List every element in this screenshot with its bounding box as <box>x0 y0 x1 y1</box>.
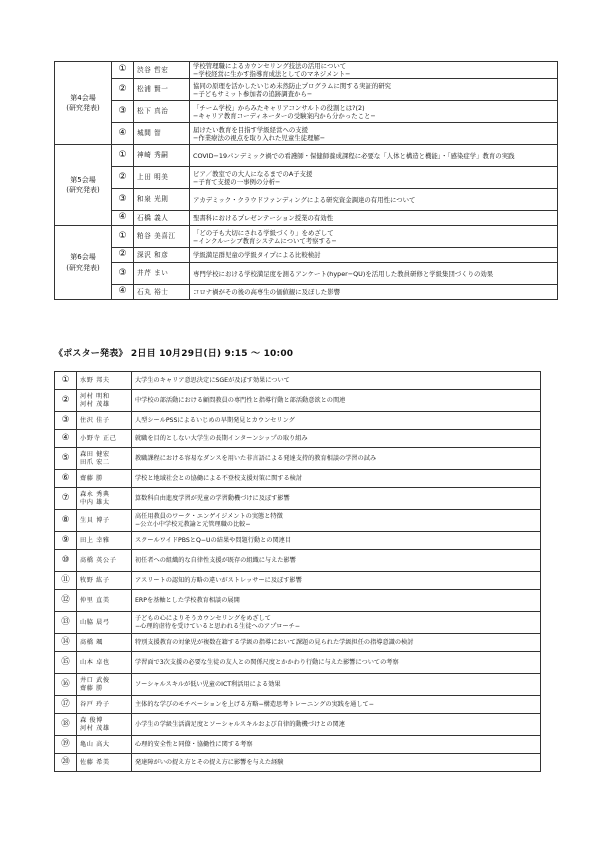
poster-title: 学校と地域社会との協働による不登校支援対策に関する検討 <box>132 470 541 488</box>
poster-title: 高任用教員のワーク・エンゲイジメントの実態と特徴 −公立小中学校元教諭と元管理職の比較− <box>132 510 541 532</box>
poster-row <box>55 572 541 590</box>
presenter-name: 井芹 まい <box>134 263 190 285</box>
session-row <box>55 248 558 263</box>
poster-title: 発達障がいの捉え方とその捉え方に影響を与えた経験 <box>132 754 541 772</box>
session-row <box>55 123 558 145</box>
presenter-name: 松下 真治 <box>134 101 190 123</box>
poster-title: 小学生の学級生活満足度とソーシャルスキルおよび自律的動機づけとの関連 <box>132 714 541 736</box>
poster-presenter: 田上 幸雅 <box>77 532 132 550</box>
presenter-number: ③ <box>112 263 134 285</box>
presenter-number: ④ <box>112 123 134 145</box>
poster-number: ⑥ <box>55 470 77 488</box>
poster-title: 人型シールPSSによるいじめの早期発見とカウンセリング <box>132 412 541 430</box>
presenter-number: ② <box>112 248 134 263</box>
poster-presenter: 住沢 佳子 <box>77 412 132 430</box>
poster-title: 初任者への組織的な自律性支援が既存の組織に与えた影響 <box>132 550 541 572</box>
poster-number: ① <box>55 372 77 390</box>
poster-table <box>54 371 541 772</box>
poster-row <box>55 652 541 674</box>
session-schedule-table <box>54 61 558 300</box>
poster-title: 就職を目的としない大学生の長期インターンシップの取り組み <box>132 430 541 448</box>
presentation-title: 専門学校における学校満足度を測るアンケート(hyper−QU)を活用した教員研修と学級集団づくりの効果 <box>190 263 558 285</box>
poster-row <box>55 532 541 550</box>
presenter-name: 松浦 賢一 <box>134 79 190 101</box>
poster-presenter: 井口 武俊 齋藤 勝 <box>77 674 132 696</box>
poster-presenter: 森田 健宏 田爪 宏二 <box>77 448 132 470</box>
poster-number: ⑳ <box>55 754 77 772</box>
session-row <box>55 101 558 123</box>
poster-title: 学習面で3次支援の必要な生徒の友人との関係尺度とかかわり行動に与えた影響についての考察 <box>132 652 541 674</box>
poster-row <box>55 714 541 736</box>
poster-title: アスリートの認知的方略の違いがストレッサーに及ぼす影響 <box>132 572 541 590</box>
session-row <box>55 263 558 285</box>
presenter-number: ③ <box>112 101 134 123</box>
session-row <box>55 62 558 79</box>
poster-number: ⑬ <box>55 612 77 634</box>
poster-title: 主体的な学びのモチベーションを上げる方略−構造思考トレーニングの実践を通して− <box>132 696 541 714</box>
poster-presenter: 河村 明和 河村 茂雄 <box>77 390 132 412</box>
presentation-title: アカデミック・クラウドファンディングによる研究資金調達の有用性について <box>190 189 558 211</box>
poster-row <box>55 430 541 448</box>
poster-presenter: 齋藤 勝 <box>77 470 132 488</box>
poster-number: ③ <box>55 412 77 430</box>
presenter-number: ① <box>112 226 134 248</box>
poster-row <box>55 412 541 430</box>
presentation-title: 学級満足群児童の学級タイプによる比較検討 <box>190 248 558 263</box>
poster-number: ⑤ <box>55 448 77 470</box>
poster-presenter: 山脇 晨弓 <box>77 612 132 634</box>
poster-title: 算数科自由進度学習が児童の学習動機づけに及ぼす影響 <box>132 488 541 510</box>
session-row <box>55 189 558 211</box>
presenter-name: 深沢 和彦 <box>134 248 190 263</box>
presentation-title: 学校管理職によるカウンセリング技法の活用について −学校経営に生かす指導育成法としてのマネジメント− <box>190 62 558 79</box>
poster-number: ⑪ <box>55 572 77 590</box>
poster-number: ⑨ <box>55 532 77 550</box>
poster-number: ⑯ <box>55 674 77 696</box>
poster-presenter: 山本 卓也 <box>77 652 132 674</box>
poster-row <box>55 634 541 652</box>
presenter-number: ② <box>112 79 134 101</box>
poster-title: 特別支援教育の対象児が複数在籍する学級の指導において課題の見られた学級担任の指導意識の検討 <box>132 634 541 652</box>
poster-row <box>55 470 541 488</box>
poster-presenter: 小野寺 正己 <box>77 430 132 448</box>
poster-row <box>55 590 541 612</box>
presenter-name: 渋谷 哲宏 <box>134 62 190 79</box>
poster-number: ⑰ <box>55 696 77 714</box>
presenter-number: ④ <box>112 211 134 226</box>
poster-row <box>55 754 541 772</box>
poster-presenter: 髙橋 颯 <box>77 634 132 652</box>
poster-heading: 《ポスター発表》 2日目 10月29日(日) 9:15 ～ 10:00 <box>54 349 294 359</box>
poster-number: ⑲ <box>55 736 77 754</box>
poster-title: 中学校の部活動における顧問教員の専門性と指導行動と部活動意欲との関連 <box>132 390 541 412</box>
poster-row <box>55 612 541 634</box>
poster-title: 子どもの心によりそうカウンセリングをめざして −心理的虐待を受けていると思われる生徒へのアプローチ− <box>132 612 541 634</box>
poster-number: ⑫ <box>55 590 77 612</box>
session-row <box>55 285 558 300</box>
presentation-title: ピア／教室での大人になるまでのA子支援 −子育て支援の一事例の分析− <box>190 167 558 189</box>
venue-cell: 第6会場 (研究発表) <box>55 226 112 300</box>
poster-presenter: 谷戸 玲子 <box>77 696 132 714</box>
presenter-number: ③ <box>112 189 134 211</box>
presenter-name: 和泉 光則 <box>134 189 190 211</box>
venue-cell: 第5会場 (研究発表) <box>55 145 112 226</box>
poster-number: ⑦ <box>55 488 77 510</box>
poster-row <box>55 390 541 412</box>
poster-title: ERPを基軸とした学校教育相談の展開 <box>132 590 541 612</box>
poster-number: ⑧ <box>55 510 77 532</box>
poster-title: スクールワイドPBSとQ−Uの結果や問題行動との関連目 <box>132 532 541 550</box>
poster-presenter: 佐藤 希美 <box>77 754 132 772</box>
poster-number: ⑭ <box>55 634 77 652</box>
poster-row <box>55 510 541 532</box>
presenter-name: 城間 智 <box>134 123 190 145</box>
presenter-name: 神崎 秀嗣 <box>134 145 190 167</box>
session-row <box>55 79 558 101</box>
poster-row <box>55 550 541 572</box>
poster-number: ⑩ <box>55 550 77 572</box>
poster-presenter: 水野 邦夫 <box>77 372 132 390</box>
poster-row <box>55 372 541 390</box>
poster-presenter: 仲里 直美 <box>77 590 132 612</box>
poster-number: ④ <box>55 430 77 448</box>
poster-number: ⑱ <box>55 714 77 736</box>
poster-presenter: 森永 秀典 中内 雄太 <box>77 488 132 510</box>
venue-cell: 第4会場 (研究発表) <box>55 62 112 145</box>
presentation-title: 「チーム学校」からみたキャリアコンサルトの役割とは?(2) −キャリア教育コーディネーターの受験案内から分かったこと− <box>190 101 558 123</box>
presenter-name: 上田 明美 <box>134 167 190 189</box>
presentation-title: COVID−19パンデミック禍での看護師・保健師養成課程に必要な「人体と構造と機能」・「感染症学」教育の実践 <box>190 145 558 167</box>
presentation-title: 聖書科におけるプレゼンテーション授業の有効性 <box>190 211 558 226</box>
poster-presenter: 森 俊博 河村 茂雄 <box>77 714 132 736</box>
poster-row <box>55 448 541 470</box>
poster-title: 教職課程における容易なダンスを用いた非言語による発達支持的教育相談の学習の試み <box>132 448 541 470</box>
presenter-name: 粕谷 美喜江 <box>134 226 190 248</box>
presentation-title: 「どの子も大切にされる学級づくり」をめざして −インクルーシブ教育システムについて考察する− <box>190 226 558 248</box>
poster-row <box>55 696 541 714</box>
poster-presenter: 生貝 博子 <box>77 510 132 532</box>
poster-presenter: 牧野 紘子 <box>77 572 132 590</box>
poster-presenter: 亀山 高大 <box>77 736 132 754</box>
presenter-number: ① <box>112 62 134 79</box>
poster-number: ② <box>55 390 77 412</box>
presentation-title: 届けたい教育を目指す学級経営への支援 −作業療法の視点を取り入れた児童生徒理解− <box>190 123 558 145</box>
session-row <box>55 226 558 248</box>
poster-title: ソーシャルスキルが低い児童のICT利活用による効果 <box>132 674 541 696</box>
poster-row <box>55 488 541 510</box>
poster-number: ⑮ <box>55 652 77 674</box>
presenter-name: 石橋 義人 <box>134 211 190 226</box>
presenter-name: 石丸 裕士 <box>134 285 190 300</box>
session-row <box>55 167 558 189</box>
poster-title: 大学生のキャリア意思決定にSGEが及ぼす効果について <box>132 372 541 390</box>
session-row <box>55 211 558 226</box>
presentation-title: コロナ禍がその後の高専生の価値観に及ぼした影響 <box>190 285 558 300</box>
poster-row <box>55 674 541 696</box>
presenter-number: ④ <box>112 285 134 300</box>
presenter-number: ① <box>112 145 134 167</box>
session-row <box>55 145 558 167</box>
poster-row <box>55 736 541 754</box>
presentation-title: 協同の原理を活かしたいじめ未然防止プログラムに関する実証的研究 −子どもサミット参加者の追跡調査から− <box>190 79 558 101</box>
poster-presenter: 髙橋 英公子 <box>77 550 132 572</box>
presenter-number: ② <box>112 167 134 189</box>
poster-title: 心理的安全性と同僚・協働性に関する考察 <box>132 736 541 754</box>
